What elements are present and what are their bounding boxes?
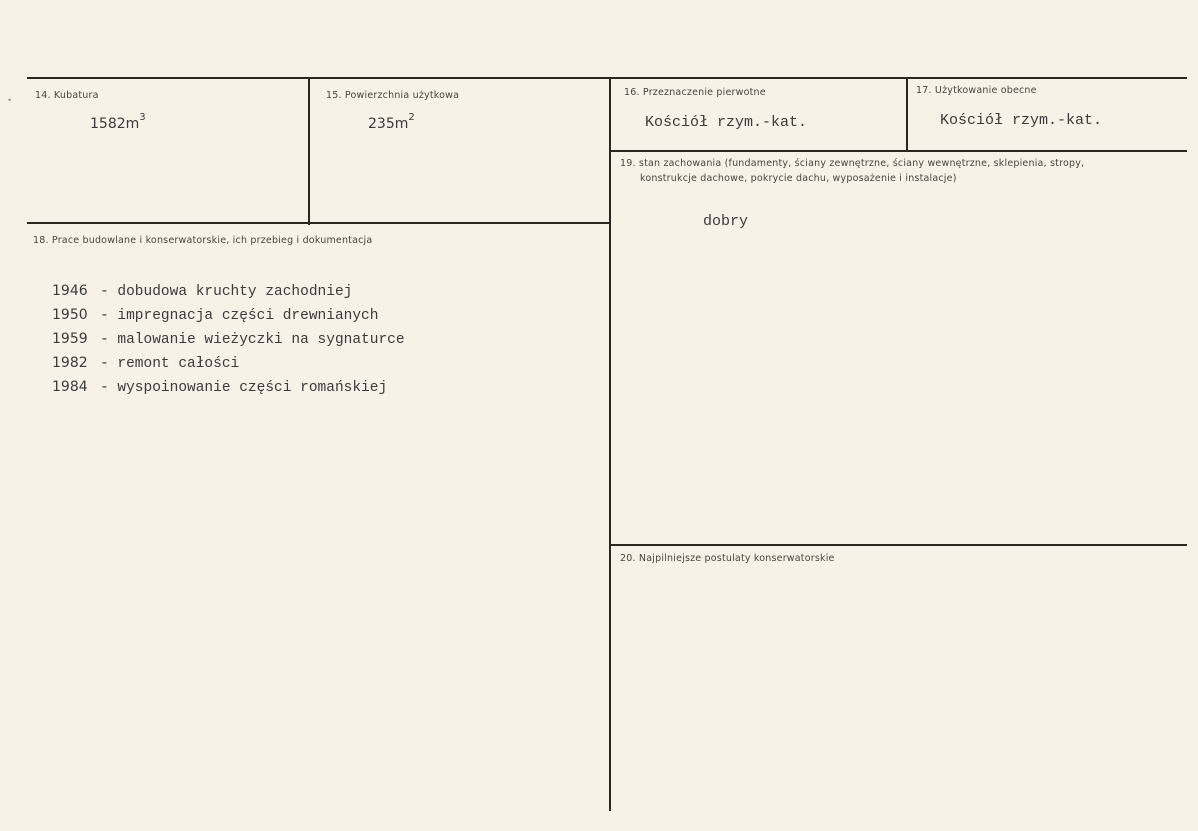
divider-16-17	[906, 79, 908, 150]
field-16-label: 16. Przeznaczenie pierwotne	[624, 87, 766, 98]
history-year: 1982	[52, 355, 88, 371]
field-19-label-line1: 19. stan zachowania (fundamenty, ściany zewnętrzne, ściany wewnętrzne, sklepienia, stropy,	[620, 158, 1085, 169]
history-year: 1984	[52, 379, 88, 395]
history-text: - dobudowa kruchty zachodniej	[100, 284, 353, 300]
top-rule	[27, 77, 1187, 79]
history-text: - wyspoinowanie części romańskiej	[100, 380, 388, 396]
field-17-label: 17. Użytkowanie obecne	[916, 85, 1037, 96]
history-entry	[52, 351, 405, 375]
history-year: 1946	[52, 283, 88, 299]
history-year: 1950	[52, 307, 88, 323]
field-14-value	[90, 112, 146, 132]
history-text: - remont całości	[100, 356, 240, 372]
field-15-value	[368, 112, 415, 132]
field-16-value: Kościół rzym.-kat.	[645, 114, 808, 131]
rule-above-20	[611, 544, 1187, 546]
field-17-value: Kościół rzym.-kat.	[940, 112, 1103, 129]
divider-left-right	[609, 79, 611, 811]
margin-dot: •	[8, 95, 12, 105]
history-text: - malowanie wieżyczki na sygnaturce	[100, 332, 405, 348]
divider-14-15	[308, 79, 310, 225]
rule-above-18	[27, 222, 609, 224]
field-15-exponent: 2	[408, 112, 415, 123]
field-14-label: 14. Kubatura	[35, 90, 99, 101]
field-14-number: 1582m	[90, 116, 140, 132]
field-14-exponent: 3	[139, 112, 146, 123]
history-entry	[52, 375, 405, 399]
field-19-value: dobry	[703, 213, 749, 230]
field-15-label: 15. Powierzchnia użytkowa	[326, 90, 460, 101]
works-history-list	[52, 279, 405, 399]
history-year: 1959	[52, 331, 88, 347]
field-18-label: 18. Prace budowlane i konserwatorskie, ich przebieg i dokumentacja	[33, 235, 373, 246]
history-entry	[52, 327, 405, 351]
field-19-label-line2: konstrukcje dachowe, pokrycie dachu, wyposażenie i instalacje)	[640, 173, 957, 184]
field-20-label: 20. Najpilniejsze postulaty konserwatorskie	[620, 553, 835, 564]
history-entry	[52, 303, 405, 327]
rule-above-19	[611, 150, 1187, 152]
field-15-number: 235m	[368, 116, 409, 132]
history-text: - impregnacja części drewnianych	[100, 308, 379, 324]
history-entry	[52, 279, 405, 303]
